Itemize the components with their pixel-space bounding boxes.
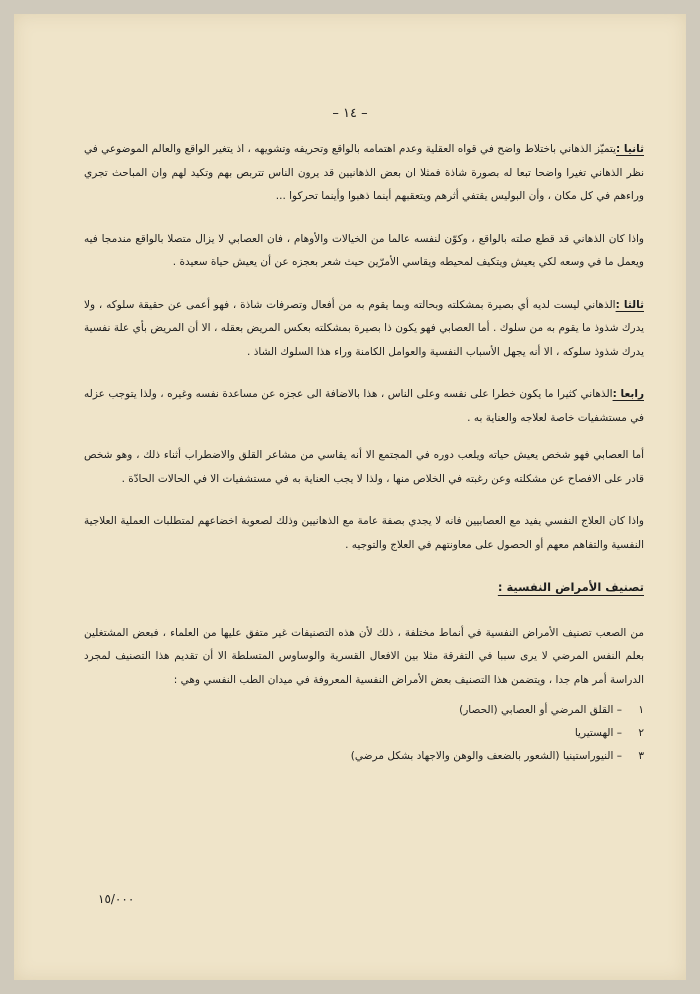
paragraph-text: واذا كان العلاج النفسي يفيد مع العصابيين فانه لا يجدي بصفة عامة مع الذهانيين وذلك لصعوبة اخضاعهم لمتطلبات العملية العلاجية النفسية والتفاهم معهم أو الحصول على معاونتهم في العلاج والتوجيه . bbox=[84, 515, 644, 551]
paragraph-text: واذا كان الذهاني قد قطع صلته بالواقع ، وكوّن لنفسه عالما من الخيالات والأوهام ، فان العصابي لا يزال متصلا بالواقع مندمجا فيه ويعمل ما في وسعه لكي يعيش ويتكيف لمحيطه ويقاسي الأمرّين حيث شعر بعجزه عن أن يعيش حياة سعيدة . bbox=[84, 232, 644, 268]
page-number: – ١٤ – bbox=[332, 106, 368, 121]
paragraph-text: الذهاني ليست لديه أي بصيرة بمشكلته وبحالته وبما يقوم به من أفعال وتصرفات شاذة ، فهو أعمى عن حقيقة سلوكه ، ولا يدرك شذوذ ما يقوم به من سلوك . أما العصابي فهو يكون ذا بصيرة بمشكلته بعكس المريض بعقله ، الا أن المريض بأي علة نفسية يدرك شذوذ سلوكه ، الا أنه يجهل الأسباب النفسية والعوامل الكامنة وراء هذا السلوك الشاذ . bbox=[84, 298, 644, 358]
disorder-list bbox=[84, 699, 644, 768]
section-heading: تصنيف الأمراض النفسية : bbox=[497, 580, 644, 594]
footer-code: ١٥/٠٠٠ bbox=[98, 892, 135, 906]
paragraph-text: الذهاني كثيرا ما يكون خطرا على نفسه وعلى الناس ، هذا بالاضافة الى عجزه عن مساعدة نفسه وغيره ، ولذا يتوجب عزله في مستشفيات خاصة لعلاجه والعناية به . bbox=[84, 388, 644, 424]
list-item-text: – الهستيريا bbox=[574, 727, 622, 739]
paragraph-lead: ثالثا : bbox=[615, 298, 644, 311]
paragraph-lead: رابعا : bbox=[612, 388, 644, 400]
list-item-number: ١ bbox=[638, 704, 644, 716]
list-item-number: ٣ bbox=[638, 750, 644, 762]
paragraph-secondly bbox=[84, 138, 644, 209]
paragraph-lead: ثانيا : bbox=[616, 143, 644, 155]
document-body bbox=[84, 138, 644, 768]
list-item-text: – القلق المرضي أو العصابي (الحصار) bbox=[459, 704, 622, 716]
paragraph-fourthly bbox=[84, 383, 644, 430]
section-paragraph: من الصعب تصنيف الأمراض النفسية في أنماط مختلفة ، ذلك لأن هذه التصنيفات غير متفق عليها من العلماء ، فبعض المشتغلين بعلم النفس المرضي لا يرى سببا في التفرقة مثلا بين الافعال القسرية والوساوس المتسلطة الا أن تقديم هذا التصنيف لمجرد الدراسة أمر هام جدا ، ويتضمن هذا التصنيف بعض الأمراض النفسية المعروفة في ميدان الطب النفسي وهي : bbox=[84, 626, 644, 686]
list-item bbox=[84, 722, 644, 745]
list-item bbox=[84, 699, 644, 722]
list-item-text: – النيوراستينيا (الشعور بالضعف والوهن والاجهاد بشكل مرضي) bbox=[350, 750, 622, 762]
list-item bbox=[84, 745, 644, 768]
paragraph-text: أما العصابي فهو شخص يعيش حياته ويلعب دوره في المجتمع الا أنه يقاسي من مشاعر القلق والاضطراب أثناء ذلك ، وهو شخص قادر على الافصاح عن مشكلته وعن رغبته في الخلاص منها ، ولذا لا يجب العناية به في مستشفيات الا في الحالات الحادّة . bbox=[84, 449, 644, 485]
paragraph-neurotic-reality bbox=[84, 228, 644, 275]
paragraph-text: يتميّز الذهاني باختلاط واضح في قواه العقلية وعدم اهتمامه بالواقع وتحريفه وتشويهه ، اذ يتغير الواقع والعالم الموضوعي في نظر الذهاني تغيرا واضحا تبعا له بصورة شاذة فمثلا ان بعض الذهانيين قد يرون الناس تتربص بهم وتكيد لهم وان المباحث تجري وراءهم في كل مكان ، وأن البوليس يقتفي أثرهم ويتعقبهم أينما ذهبوا وأينما تحركوا ... bbox=[84, 143, 644, 202]
paragraph-therapy bbox=[84, 510, 644, 557]
document-page bbox=[14, 14, 686, 980]
list-item-number: ٢ bbox=[638, 727, 644, 739]
paragraph-thirdly bbox=[84, 294, 644, 365]
paragraph-neurotic-life bbox=[84, 444, 644, 491]
